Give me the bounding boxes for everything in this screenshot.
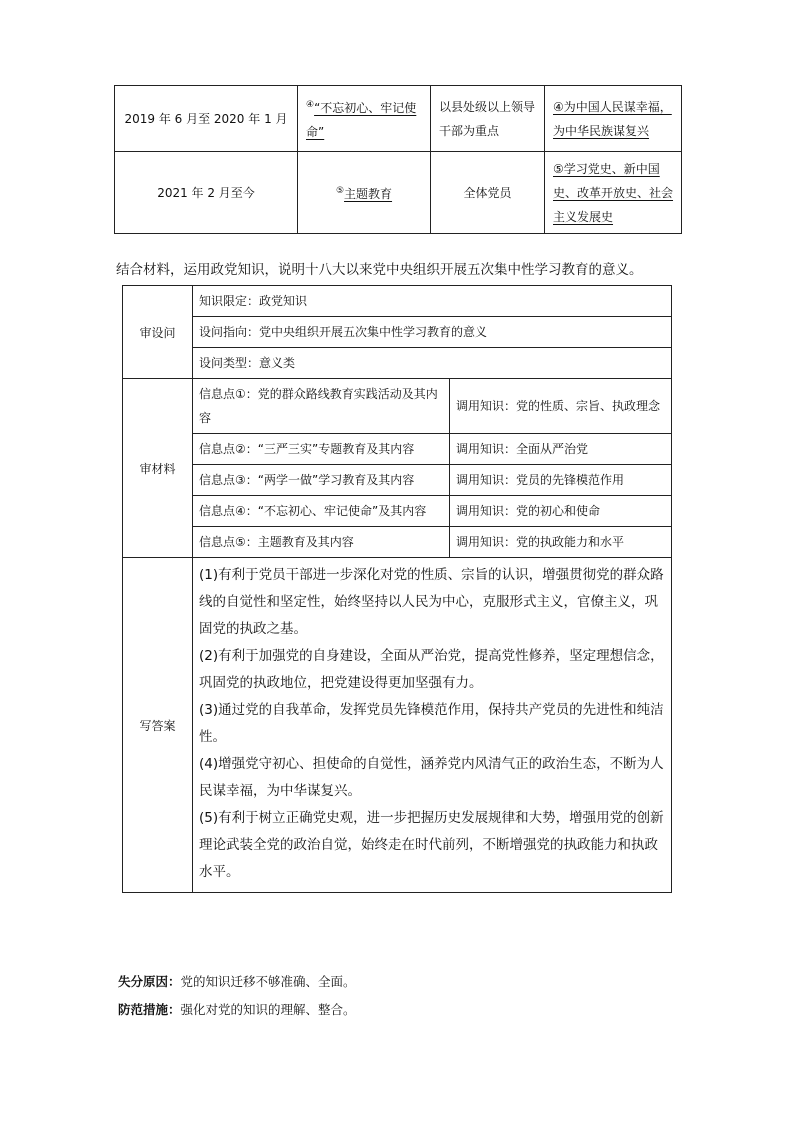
activity-name: 主题教育 [344,187,393,201]
activity-table [114,85,682,234]
loss-reason-label: 失分原因： [118,974,181,989]
info-point: 信息点①：党的群众路线教育实践活动及其内容 [193,379,450,434]
info-point: 信息点③：“两学一做”学习教育及其内容 [193,465,450,496]
table-row [115,86,682,152]
loss-reason-text: 党的知识迁移不够准确、全面。 [180,974,356,989]
table-row [115,152,682,234]
date-cell: 2021 年 2 月至今 [115,152,298,234]
section-label-material: 审材料 [123,379,193,558]
info-point: 信息点④：“不忘初心、牢记使命”及其内容 [193,496,450,527]
activity-name-cell [298,152,431,234]
info-point: 信息点②：“三严三实”专题教育及其内容 [193,434,450,465]
answer-paragraph: (5)有利于树立正确党史观，进一步把握历史发展规律和大势，增强用党的创新理论武装全党的政治自觉，始终走在时代前列，不断增强党的执政能力和执政水平。 [199,810,664,880]
footer-notes [118,968,356,1024]
knowledge-point: 调用知识：党的执政能力和水平 [450,527,672,558]
question-knowledge-limit: 知识限定：政党知识 [193,286,672,317]
knowledge-point: 调用知识：党员的先锋模范作用 [450,465,672,496]
info-point: 信息点⑤：主题教育及其内容 [193,527,450,558]
loss-reason [118,968,356,996]
question-text: 结合材料，运用政党知识，说明十八大以来党中央组织开展五次集中性学习教育的意义。 [116,262,643,278]
table-row [123,527,672,558]
activity-name-cell [298,86,431,152]
theme-cell [545,152,682,234]
table-row [123,558,672,893]
theme-text: ⑤学习党史、新中国史、改革开放史、社会主义发展史 [553,161,674,224]
object-cell: 以县处级以上领导干部为重点 [431,86,545,152]
question-type: 设问类型：意义类 [193,348,672,379]
answer-paragraph: (3)通过党的自我革命，发挥党员先锋模范作用，保持共产党员的先进性和纯洁性。 [199,702,664,745]
activity-name: “不忘初心、牢记使命” [306,101,417,139]
table-row [123,286,672,317]
answer-paragraph: (2)有利于加强党的自身建设，全面从严治党，提高党性修养，坚定理想信念，巩固党的执政地位，把党建设得更加坚强有力。 [199,648,664,691]
knowledge-point: 调用知识：全面从严治党 [450,434,672,465]
theme-cell [545,86,682,152]
theme-text: ④为中国人民谋幸福，为中华民族谋复兴 [553,99,672,138]
circled-number: ⑤ [335,186,345,196]
answer-cell [193,558,672,893]
prevention-label: 防范措施： [118,1002,181,1017]
question-direction: 设问指向：党中央组织开展五次集中性学习教育的意义 [193,317,672,348]
knowledge-point: 调用知识：党的性质、宗旨、执政理念 [450,379,672,434]
table-row [123,379,672,434]
analysis-table [122,285,672,893]
table-row [123,348,672,379]
circled-number: ④ [306,100,315,110]
table-row [123,434,672,465]
section-label-question: 审设问 [123,286,193,379]
answer-paragraph: (4)增强党守初心、担使命的自觉性，涵养党内风清气正的政治生态，不断为人民谋幸福，为中华谋复兴。 [199,756,664,799]
prevention-measure [118,996,356,1024]
table-row [123,317,672,348]
knowledge-point: 调用知识：党的初心和使命 [450,496,672,527]
object-cell: 全体党员 [431,152,545,234]
answer-paragraph: (1)有利于党员干部进一步深化对党的性质、宗旨的认识，增强贯彻党的群众路线的自觉性和坚定性，始终坚持以人民为中心，克服形式主义，官僚主义，巩固党的执政之基。 [199,567,664,637]
prevention-text: 强化对党的知识的理解、整合。 [180,1002,356,1017]
table-row [123,496,672,527]
table-row [123,465,672,496]
date-cell: 2019 年 6 月至 2020 年 1 月 [115,86,298,152]
section-label-answer: 写答案 [123,558,193,893]
